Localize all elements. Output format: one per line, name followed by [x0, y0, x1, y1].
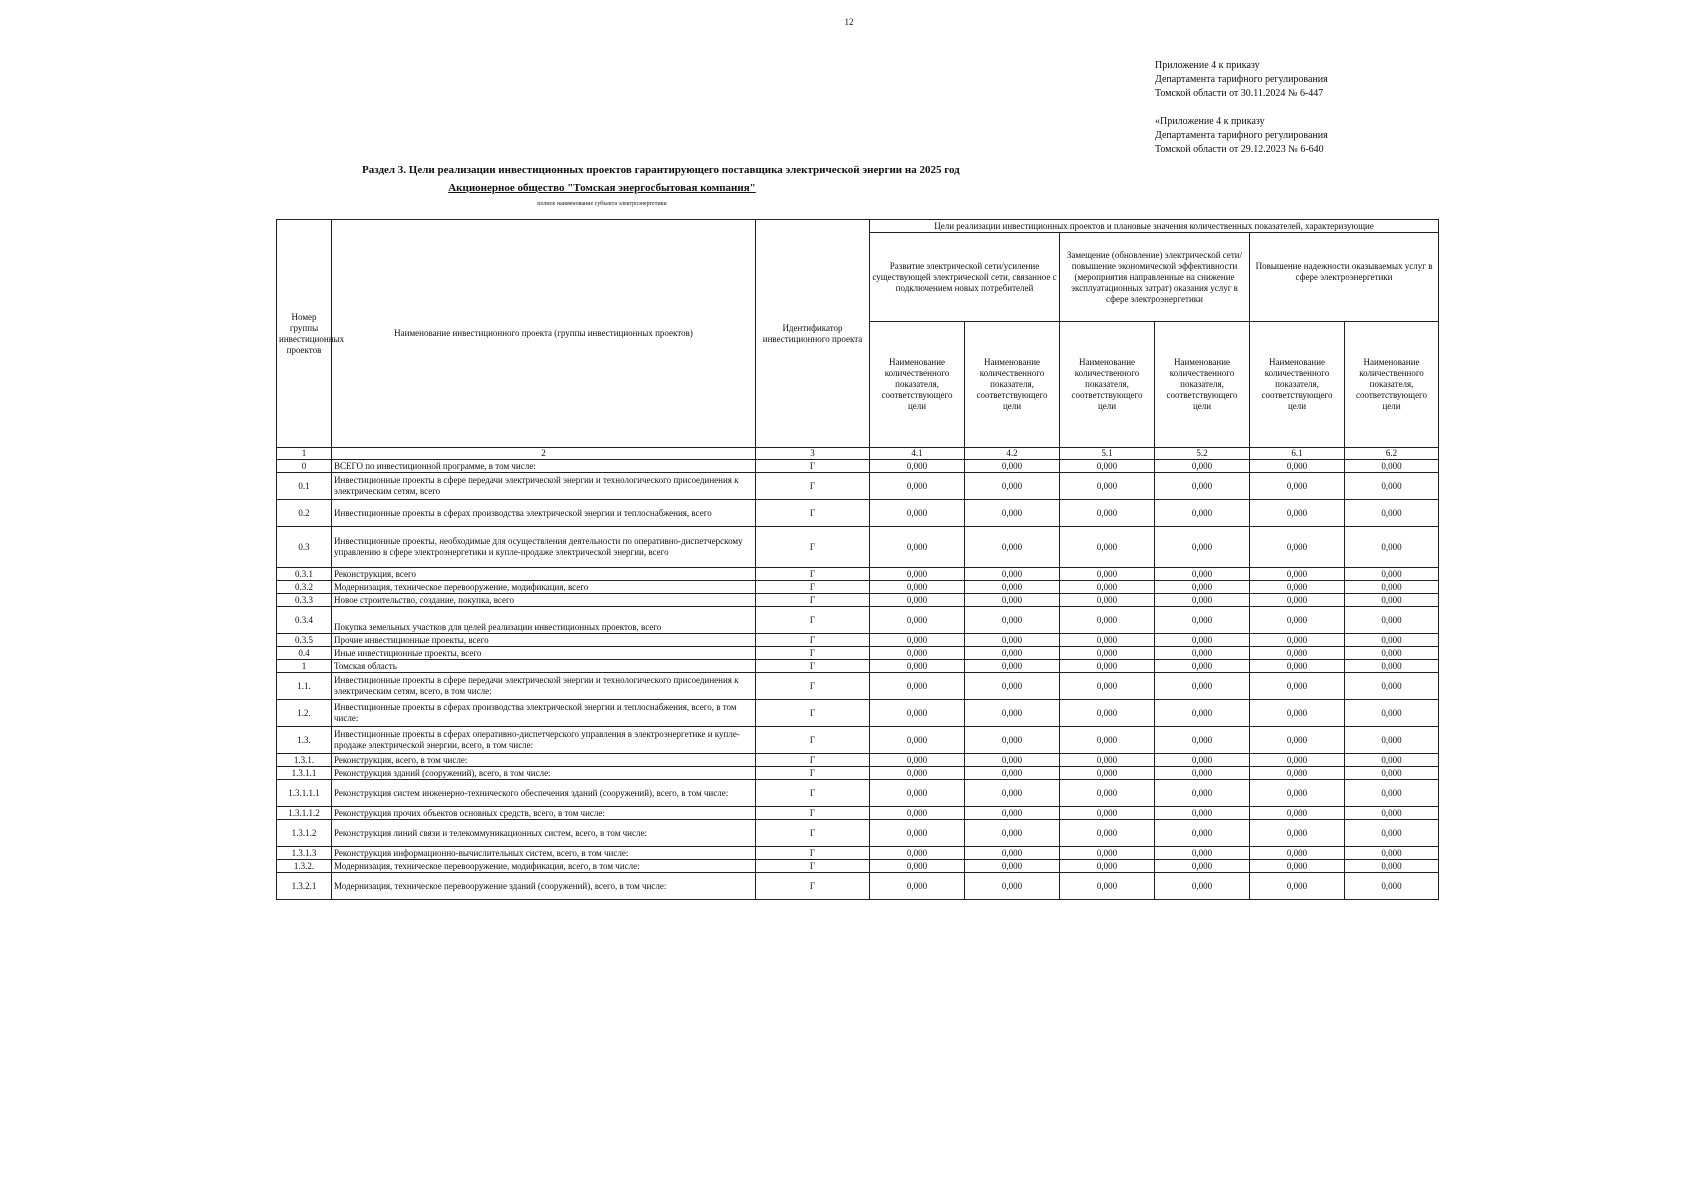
row-value: 0,000 — [1060, 607, 1155, 634]
row-value: 0,000 — [965, 460, 1060, 473]
row-value: 0,000 — [1060, 727, 1155, 754]
row-value: 0,000 — [870, 767, 965, 780]
row-value: 0,000 — [870, 473, 965, 500]
row-value: 0,000 — [1345, 647, 1439, 660]
row-value: 0,000 — [965, 527, 1060, 568]
row-project-id: Г — [756, 607, 870, 634]
header-goal-4: Развитие электрической сети/усиление существующей электрической сети, связанное с подключением новых потребителей — [870, 233, 1060, 322]
row-value: 0,000 — [870, 847, 965, 860]
row-number: 1.3.1.1.2 — [277, 807, 332, 820]
row-value: 0,000 — [870, 568, 965, 581]
row-number: 1.3.1.2 — [277, 820, 332, 847]
row-value: 0,000 — [1060, 634, 1155, 647]
row-value: 0,000 — [870, 820, 965, 847]
row-value: 0,000 — [870, 581, 965, 594]
row-value: 0,000 — [1250, 527, 1345, 568]
column-number: 3 — [756, 448, 870, 460]
column-number: 1 — [277, 448, 332, 460]
row-value: 0,000 — [1155, 727, 1250, 754]
row-value: 0,000 — [1155, 754, 1250, 767]
column-number: 4.2 — [965, 448, 1060, 460]
row-number: 0.3 — [277, 527, 332, 568]
row-value: 0,000 — [1155, 500, 1250, 527]
table-row — [277, 754, 1439, 767]
row-value: 0,000 — [1155, 473, 1250, 500]
row-value: 0,000 — [1060, 594, 1155, 607]
row-project-name: Реконструкция линий связи и телекоммуникационных систем, всего, в том числе: — [332, 820, 756, 847]
row-value: 0,000 — [1250, 700, 1345, 727]
row-project-name: Иные инвестиционные проекты, всего — [332, 647, 756, 660]
row-value: 0,000 — [1155, 660, 1250, 673]
row-project-id: Г — [756, 647, 870, 660]
row-project-id: Г — [756, 754, 870, 767]
row-value: 0,000 — [870, 807, 965, 820]
row-project-id: Г — [756, 527, 870, 568]
appendix-line: Департамента тарифного регулирования — [1155, 74, 1328, 85]
row-value: 0,000 — [965, 727, 1060, 754]
row-value: 0,000 — [1250, 780, 1345, 807]
table-row — [277, 527, 1439, 568]
row-value: 0,000 — [1345, 581, 1439, 594]
row-number: 1.3.1.1.1 — [277, 780, 332, 807]
row-value: 0,000 — [1060, 873, 1155, 900]
row-project-id: Г — [756, 807, 870, 820]
row-value: 0,000 — [965, 634, 1060, 647]
row-value: 0,000 — [1345, 473, 1439, 500]
row-project-name: Инвестиционные проекты в сферах производства электрической энергии и теплоснабжения, всего, в том числе: — [332, 700, 756, 727]
row-value: 0,000 — [870, 727, 965, 754]
column-number: 6.1 — [1250, 448, 1345, 460]
row-value: 0,000 — [965, 847, 1060, 860]
header-indicator-5-1: Наименование количественного показателя, соответствующего цели — [1060, 322, 1155, 448]
row-value: 0,000 — [1060, 473, 1155, 500]
header-group-number: Номер группы инвестиционных проектов — [277, 220, 332, 448]
company-note: полное наименование субъекта электроэнергетики — [537, 201, 667, 207]
row-value: 0,000 — [1345, 660, 1439, 673]
row-value: 0,000 — [1250, 660, 1345, 673]
row-value: 0,000 — [965, 754, 1060, 767]
row-number: 0 — [277, 460, 332, 473]
row-value: 0,000 — [1060, 660, 1155, 673]
row-value: 0,000 — [1250, 634, 1345, 647]
header-project-name: Наименование инвестиционного проекта (группы инвестиционных проектов) — [332, 220, 756, 448]
row-value: 0,000 — [1250, 460, 1345, 473]
row-value: 0,000 — [1345, 873, 1439, 900]
row-number: 0.2 — [277, 500, 332, 527]
row-value: 0,000 — [870, 634, 965, 647]
table-row — [277, 473, 1439, 500]
row-value: 0,000 — [1345, 607, 1439, 634]
row-value: 0,000 — [1155, 581, 1250, 594]
row-value: 0,000 — [1250, 581, 1345, 594]
row-value: 0,000 — [1060, 820, 1155, 847]
row-project-name: Реконструкция, всего — [332, 568, 756, 581]
row-value: 0,000 — [1155, 527, 1250, 568]
row-value: 0,000 — [870, 594, 965, 607]
appendix-line: Приложение 4 к приказу — [1155, 60, 1260, 71]
row-project-name: Новое строительство, создание, покупка, всего — [332, 594, 756, 607]
row-value: 0,000 — [1345, 460, 1439, 473]
row-value: 0,000 — [965, 500, 1060, 527]
row-number: 1 — [277, 660, 332, 673]
row-project-name: Инвестиционные проекты в сфере передачи электрической энергии и технологического присоединения к электрическим сетям, всего, в том числе: — [332, 673, 756, 700]
row-value: 0,000 — [1345, 527, 1439, 568]
row-project-id: Г — [756, 500, 870, 527]
row-project-id: Г — [756, 660, 870, 673]
row-project-name: ВСЕГО по инвестиционной программе, в том числе: — [332, 460, 756, 473]
row-value: 0,000 — [1250, 754, 1345, 767]
header-indicator-6-1: Наименование количественного показателя, соответствующего цели — [1250, 322, 1345, 448]
row-value: 0,000 — [1250, 673, 1345, 700]
row-value: 0,000 — [870, 647, 965, 660]
row-value: 0,000 — [1250, 594, 1345, 607]
table-row — [277, 820, 1439, 847]
row-project-id: Г — [756, 460, 870, 473]
row-project-id: Г — [756, 673, 870, 700]
row-value: 0,000 — [1060, 673, 1155, 700]
row-value: 0,000 — [1155, 647, 1250, 660]
row-value: 0,000 — [1345, 860, 1439, 873]
row-value: 0,000 — [870, 500, 965, 527]
row-value: 0,000 — [1060, 780, 1155, 807]
row-value: 0,000 — [870, 873, 965, 900]
row-project-name: Реконструкция систем инженерно-технического обеспечения зданий (сооружений), всего, в том числе: — [332, 780, 756, 807]
row-value: 0,000 — [870, 527, 965, 568]
row-value: 0,000 — [1250, 500, 1345, 527]
row-value: 0,000 — [1345, 780, 1439, 807]
row-value: 0,000 — [965, 873, 1060, 900]
row-value: 0,000 — [1250, 473, 1345, 500]
row-value: 0,000 — [870, 754, 965, 767]
row-value: 0,000 — [1155, 767, 1250, 780]
row-value: 0,000 — [1155, 594, 1250, 607]
row-project-id: Г — [756, 634, 870, 647]
row-value: 0,000 — [965, 473, 1060, 500]
appendix-line: Томской области от 29.12.2023 № 6-640 — [1155, 144, 1324, 155]
column-numbers-row — [277, 448, 1439, 460]
row-project-id: Г — [756, 594, 870, 607]
column-number: 4.1 — [870, 448, 965, 460]
column-number: 2 — [332, 448, 756, 460]
row-value: 0,000 — [1345, 754, 1439, 767]
row-project-name: Прочие инвестиционные проекты, всего — [332, 634, 756, 647]
table-row — [277, 847, 1439, 860]
row-value: 0,000 — [965, 860, 1060, 873]
row-number: 1.1. — [277, 673, 332, 700]
row-value: 0,000 — [870, 460, 965, 473]
row-value: 0,000 — [1060, 500, 1155, 527]
table-row — [277, 568, 1439, 581]
header-indicator-5-2: Наименование количественного показателя, соответствующего цели — [1155, 322, 1250, 448]
row-project-name: Реконструкция информационно-вычислительных систем, всего, в том числе: — [332, 847, 756, 860]
row-project-name: Томская область — [332, 660, 756, 673]
appendix-previous — [1155, 115, 1328, 157]
row-value: 0,000 — [1345, 594, 1439, 607]
row-value: 0,000 — [870, 700, 965, 727]
row-number: 1.3.1.3 — [277, 847, 332, 860]
row-value: 0,000 — [1155, 634, 1250, 647]
row-value: 0,000 — [965, 807, 1060, 820]
row-project-name: Модернизация, техническое перевооружение зданий (сооружений), всего, в том числе: — [332, 873, 756, 900]
row-number: 1.3.2.1 — [277, 873, 332, 900]
table-row — [277, 700, 1439, 727]
row-value: 0,000 — [1155, 780, 1250, 807]
row-value: 0,000 — [965, 780, 1060, 807]
row-value: 0,000 — [1060, 767, 1155, 780]
row-value: 0,000 — [1060, 807, 1155, 820]
row-value: 0,000 — [1250, 847, 1345, 860]
row-value: 0,000 — [870, 673, 965, 700]
row-value: 0,000 — [1250, 568, 1345, 581]
row-number: 0.3.1 — [277, 568, 332, 581]
row-value: 0,000 — [1060, 847, 1155, 860]
header-project-id: Идентификатор инвестиционного проекта — [756, 220, 870, 448]
row-value: 0,000 — [1060, 568, 1155, 581]
row-number: 1.3.2. — [277, 860, 332, 873]
table-row — [277, 460, 1439, 473]
row-project-id: Г — [756, 727, 870, 754]
row-value: 0,000 — [1345, 568, 1439, 581]
row-project-id: Г — [756, 473, 870, 500]
row-value: 0,000 — [1155, 873, 1250, 900]
row-value: 0,000 — [965, 660, 1060, 673]
row-value: 0,000 — [870, 860, 965, 873]
table-body — [277, 460, 1439, 900]
row-project-id: Г — [756, 700, 870, 727]
appendix-line: Департамента тарифного регулирования — [1155, 130, 1328, 141]
appendix-current — [1155, 59, 1328, 101]
row-value: 0,000 — [1060, 647, 1155, 660]
row-project-id: Г — [756, 568, 870, 581]
header-goal-6: Повышение надежности оказываемых услуг в сфере электроэнергетики — [1250, 233, 1439, 322]
row-value: 0,000 — [1060, 527, 1155, 568]
row-number: 1.3. — [277, 727, 332, 754]
section-title: Раздел 3. Цели реализации инвестиционных проектов гарантирующего поставщика электрической энергии на 2025 год — [362, 164, 960, 176]
column-number: 5.2 — [1155, 448, 1250, 460]
table-row — [277, 727, 1439, 754]
row-project-name: Инвестиционные проекты в сфере передачи электрической энергии и технологического присоединения к электрическим сетям, всего — [332, 473, 756, 500]
investment-goals-table — [276, 219, 1439, 900]
row-value: 0,000 — [1345, 673, 1439, 700]
row-project-id: Г — [756, 581, 870, 594]
header-indicator-4-1: Наименование количественного показателя, соответствующего цели — [870, 322, 965, 448]
row-project-name: Модернизация, техническое перевооружение, модификация, всего — [332, 581, 756, 594]
row-value: 0,000 — [1060, 581, 1155, 594]
table-row — [277, 500, 1439, 527]
row-value: 0,000 — [1155, 673, 1250, 700]
row-project-id: Г — [756, 847, 870, 860]
row-value: 0,000 — [1345, 700, 1439, 727]
row-value: 0,000 — [1155, 847, 1250, 860]
row-number: 0.3.5 — [277, 634, 332, 647]
row-project-name: Реконструкция зданий (сооружений), всего, в том числе: — [332, 767, 756, 780]
row-value: 0,000 — [1345, 727, 1439, 754]
row-value: 0,000 — [1250, 860, 1345, 873]
row-value: 0,000 — [1060, 860, 1155, 873]
row-value: 0,000 — [965, 647, 1060, 660]
row-value: 0,000 — [1155, 568, 1250, 581]
row-value: 0,000 — [1060, 460, 1155, 473]
row-value: 0,000 — [1250, 807, 1345, 820]
table-row — [277, 607, 1439, 634]
row-value: 0,000 — [965, 568, 1060, 581]
row-value: 0,000 — [965, 673, 1060, 700]
appendix-line: «Приложение 4 к приказу — [1155, 116, 1265, 127]
header-indicator-4-2: Наименование количественного показателя, соответствующего цели — [965, 322, 1060, 448]
row-value: 0,000 — [965, 594, 1060, 607]
appendix-line: Томской области от 30.11.2024 № 6-447 — [1155, 88, 1324, 99]
row-number: 0.1 — [277, 473, 332, 500]
row-value: 0,000 — [1250, 820, 1345, 847]
row-value: 0,000 — [1345, 847, 1439, 860]
row-value: 0,000 — [965, 607, 1060, 634]
row-value: 0,000 — [1250, 647, 1345, 660]
row-value: 0,000 — [870, 660, 965, 673]
row-value: 0,000 — [1060, 754, 1155, 767]
row-value: 0,000 — [1155, 460, 1250, 473]
row-value: 0,000 — [1345, 820, 1439, 847]
row-value: 0,000 — [1345, 634, 1439, 647]
row-project-name: Инвестиционные проекты в сферах производства электрической энергии и теплоснабжения, всего — [332, 500, 756, 527]
table-row — [277, 660, 1439, 673]
row-project-name: Модернизация, техническое перевооружение, модификация, всего, в том числе: — [332, 860, 756, 873]
table-row — [277, 581, 1439, 594]
table-row — [277, 594, 1439, 607]
row-number: 1.2. — [277, 700, 332, 727]
row-value: 0,000 — [1345, 500, 1439, 527]
table-row — [277, 767, 1439, 780]
row-value: 0,000 — [965, 767, 1060, 780]
row-value: 0,000 — [965, 581, 1060, 594]
row-value: 0,000 — [1345, 807, 1439, 820]
row-number: 0.4 — [277, 647, 332, 660]
row-value: 0,000 — [1155, 607, 1250, 634]
row-project-id: Г — [756, 820, 870, 847]
header-indicator-6-2: Наименование количественного показателя, соответствующего цели — [1345, 322, 1439, 448]
row-value: 0,000 — [1250, 873, 1345, 900]
row-number: 0.3.2 — [277, 581, 332, 594]
table-row — [277, 780, 1439, 807]
company-name: Акционерное общество "Томская энергосбытовая компания" — [448, 182, 756, 194]
row-project-name: Реконструкция прочих объектов основных средств, всего, в том числе: — [332, 807, 756, 820]
row-value: 0,000 — [1155, 807, 1250, 820]
row-project-name: Инвестиционные проекты в сферах оперативно-диспетчерского управления в электроэнергетике и купле-продаже электрической энергии, всего, в том числе: — [332, 727, 756, 754]
column-number: 6.2 — [1345, 448, 1439, 460]
table-row — [277, 647, 1439, 660]
row-project-id: Г — [756, 860, 870, 873]
row-project-id: Г — [756, 873, 870, 900]
row-project-name: Инвестиционные проекты, необходимые для осуществления деятельности по оперативно-диспетчерскому управлению в сфере электроэнергетики и купле-продаже электрической энергии, всего — [332, 527, 756, 568]
column-number: 5.1 — [1060, 448, 1155, 460]
row-project-id: Г — [756, 767, 870, 780]
table-row — [277, 860, 1439, 873]
row-value: 0,000 — [1155, 860, 1250, 873]
table-row — [277, 634, 1439, 647]
row-value: 0,000 — [870, 780, 965, 807]
company-note-wrap — [270, 192, 1370, 210]
row-number: 1.3.1.1 — [277, 767, 332, 780]
header-goal-5: Замещение (обновление) электрической сети/повышение экономической эффективности (мероприятия направленные на снижение эксплуатационных затрат) оказания услуг в сфере электроэнергетики — [1060, 233, 1250, 322]
row-project-name: Реконструкция, всего, в том числе: — [332, 754, 756, 767]
row-value: 0,000 — [1345, 767, 1439, 780]
row-value: 0,000 — [870, 607, 965, 634]
row-project-id: Г — [756, 780, 870, 807]
row-number: 0.3.4 — [277, 607, 332, 634]
table-row — [277, 807, 1439, 820]
row-value: 0,000 — [1250, 727, 1345, 754]
row-value: 0,000 — [1250, 767, 1345, 780]
table-row — [277, 873, 1439, 900]
row-value: 0,000 — [1155, 820, 1250, 847]
table-row — [277, 673, 1439, 700]
row-number: 0.3.3 — [277, 594, 332, 607]
page-number: 12 — [844, 17, 854, 27]
header-goals: Цели реализации инвестиционных проектов и плановые значения количественных показателей, характеризующие — [870, 220, 1439, 233]
row-value: 0,000 — [965, 700, 1060, 727]
row-value: 0,000 — [1155, 700, 1250, 727]
row-value: 0,000 — [1250, 607, 1345, 634]
row-number: 1.3.1. — [277, 754, 332, 767]
row-project-name: Покупка земельных участков для целей реализации инвестиционных проектов, всего — [332, 607, 756, 634]
row-value: 0,000 — [965, 820, 1060, 847]
row-value: 0,000 — [1060, 700, 1155, 727]
